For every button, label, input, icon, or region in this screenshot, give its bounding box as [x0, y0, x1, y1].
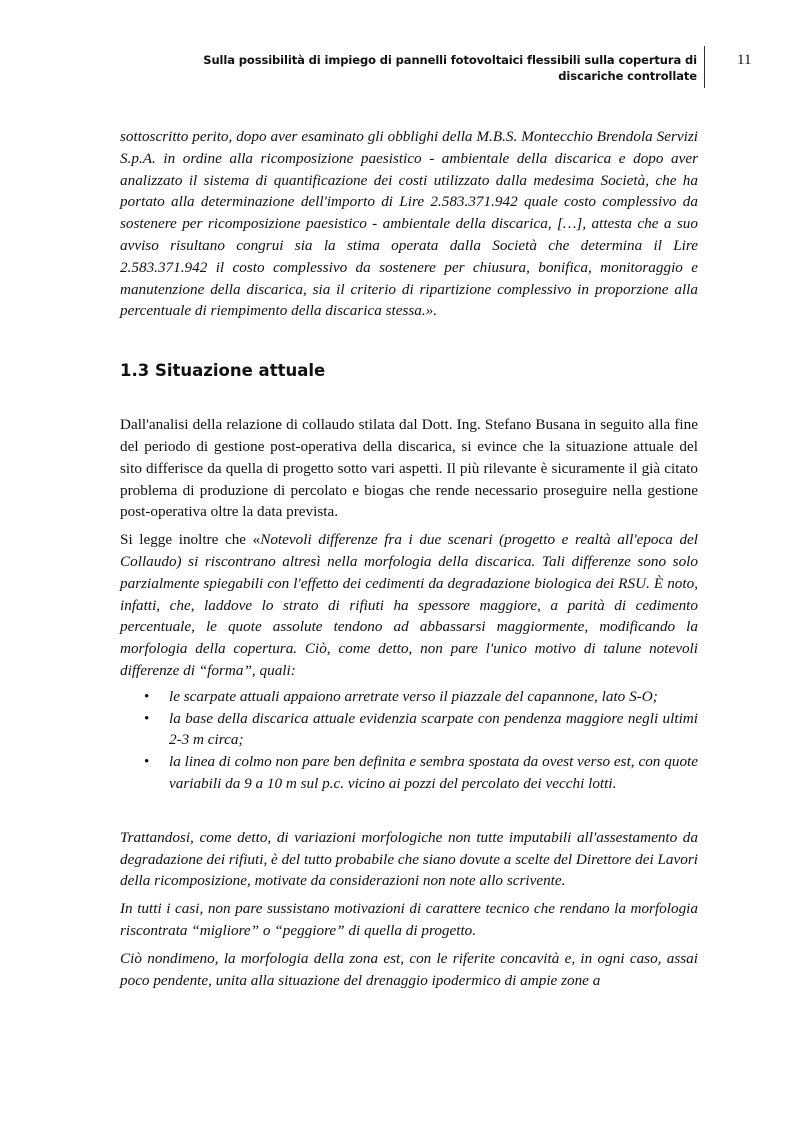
bullet-list: [120, 686, 698, 795]
paragraph-quote-lead: Si legge inoltre che «: [120, 531, 261, 549]
list-item-text: la linea di colmo non pare ben definita e sembra spostata da ovest verso est, con quote variabili da 9 a 10 m sul p.c. vicino ai pozzi del percolato dei vecchi lotti.: [169, 753, 698, 792]
running-header: [177, 52, 697, 84]
paragraph-motivations: In tutti i casi, non pare sussistano motivazioni di carattere tecnico che rendano la morfologia riscontrata “migliore” o “peggiore” di quella di progetto.: [120, 900, 698, 939]
paragraph-variations: Trattandosi, come detto, di variazioni morfologiche non tutte imputabili all'assestamento da degradazione dei rifiuti, è del tutto probabile che siano dovute a scelte del Direttore dei Lavori della ricomposizione, motivate da considerazioni non note allo scrivente.: [120, 828, 698, 890]
page-number: 11: [737, 52, 752, 68]
section-heading: 1.3 Situazione attuale: [120, 361, 326, 381]
list-item-text: la base della discarica attuale evidenzia scarpate con pendenza maggiore negli ultimi 2-3 m circa;: [169, 709, 698, 749]
quotation-continuation: sottoscritto perito, dopo aver esaminato gli obblighi della M.B.S. Montecchio Brendola Servizi S.p.A. in ordine alla ricomposizione paesistico - ambientale della discarica e dopo aver analizzato il sistema di quantificazione dei costi utilizzato dalla medesima Società, che ha portato alla determinazione dell'importo di Lire 2.583.371.942 quale costo complessivo da sostenere per ricomposizione paesistico - ambientale della discarica, […], attesta che a suo avviso risultano congrui sia la stima operata dalla Società che determina il Lire 2.583.371.942 il costo complessivo da sostenere per chiusura, bonifica, monitoraggio e manutenzione della discarica, sia il criterio di ripartizione complessivo in proporzione alla percentuale di riempimento della discarica stessa.».: [120, 128, 698, 320]
list-item-text: le scarpate attuali appaiono arretrate verso il piazzale del capannone, lato S-O;: [169, 687, 658, 705]
bullet-icon: •: [144, 753, 150, 771]
header-divider: [704, 46, 705, 88]
paragraph-analysis: Dall'analisi della relazione di collaudo stilata dal Dott. Ing. Stefano Busana in seguito alla fine del periodo di gestione post-operativa della discarica, si evince che la situazione attuale del sito differisce da quella di progetto sotto vari aspetti. Il più rilevante è sicuramente il già citato problema di produzione di percolato e biogas che rende necessario proseguire nella gestione post-operativa oltre la data prevista.: [120, 416, 698, 521]
paragraph-morphology: Ciò nondimeno, la morfologia della zona est, con le riferite concavità e, in ogni caso, assai poco pendente, unita alla situazione del drenaggio ipodermico di ampie zone a: [120, 949, 698, 989]
list-item: [120, 686, 698, 708]
paragraph-quote: [120, 529, 698, 682]
list-item: [120, 751, 698, 795]
bullet-icon: •: [144, 687, 150, 705]
bullet-icon: •: [144, 709, 150, 727]
running-header-line1: Sulla possibilità di impiego di pannelli fotovoltaici flessibili sulla copertura di: [203, 53, 697, 67]
running-header-line2: discariche controllate: [558, 69, 697, 83]
list-item: [120, 708, 698, 752]
page-body: [120, 126, 698, 991]
paragraph-quote-text: Notevoli differenze fra i due scenari (progetto e realtà all'epoca del Collaudo) si riscontrano altresì nella morfologia della discarica. Tali differenze sono solo parzialmente spiegabili con l'effetto dei cedimenti da degradazione biologica dei RSU. È noto, infatti, che, laddove lo strato di rifiuti ha spessore maggiore, a parità di cedimento percentuale, le quote assolute tendono ad abbassarsi maggiormente, modificando la morfologia della copertura. Ciò, come detto, non pare l'unico motivo di talune notevoli differenze di “forma”, quali:: [120, 531, 698, 679]
